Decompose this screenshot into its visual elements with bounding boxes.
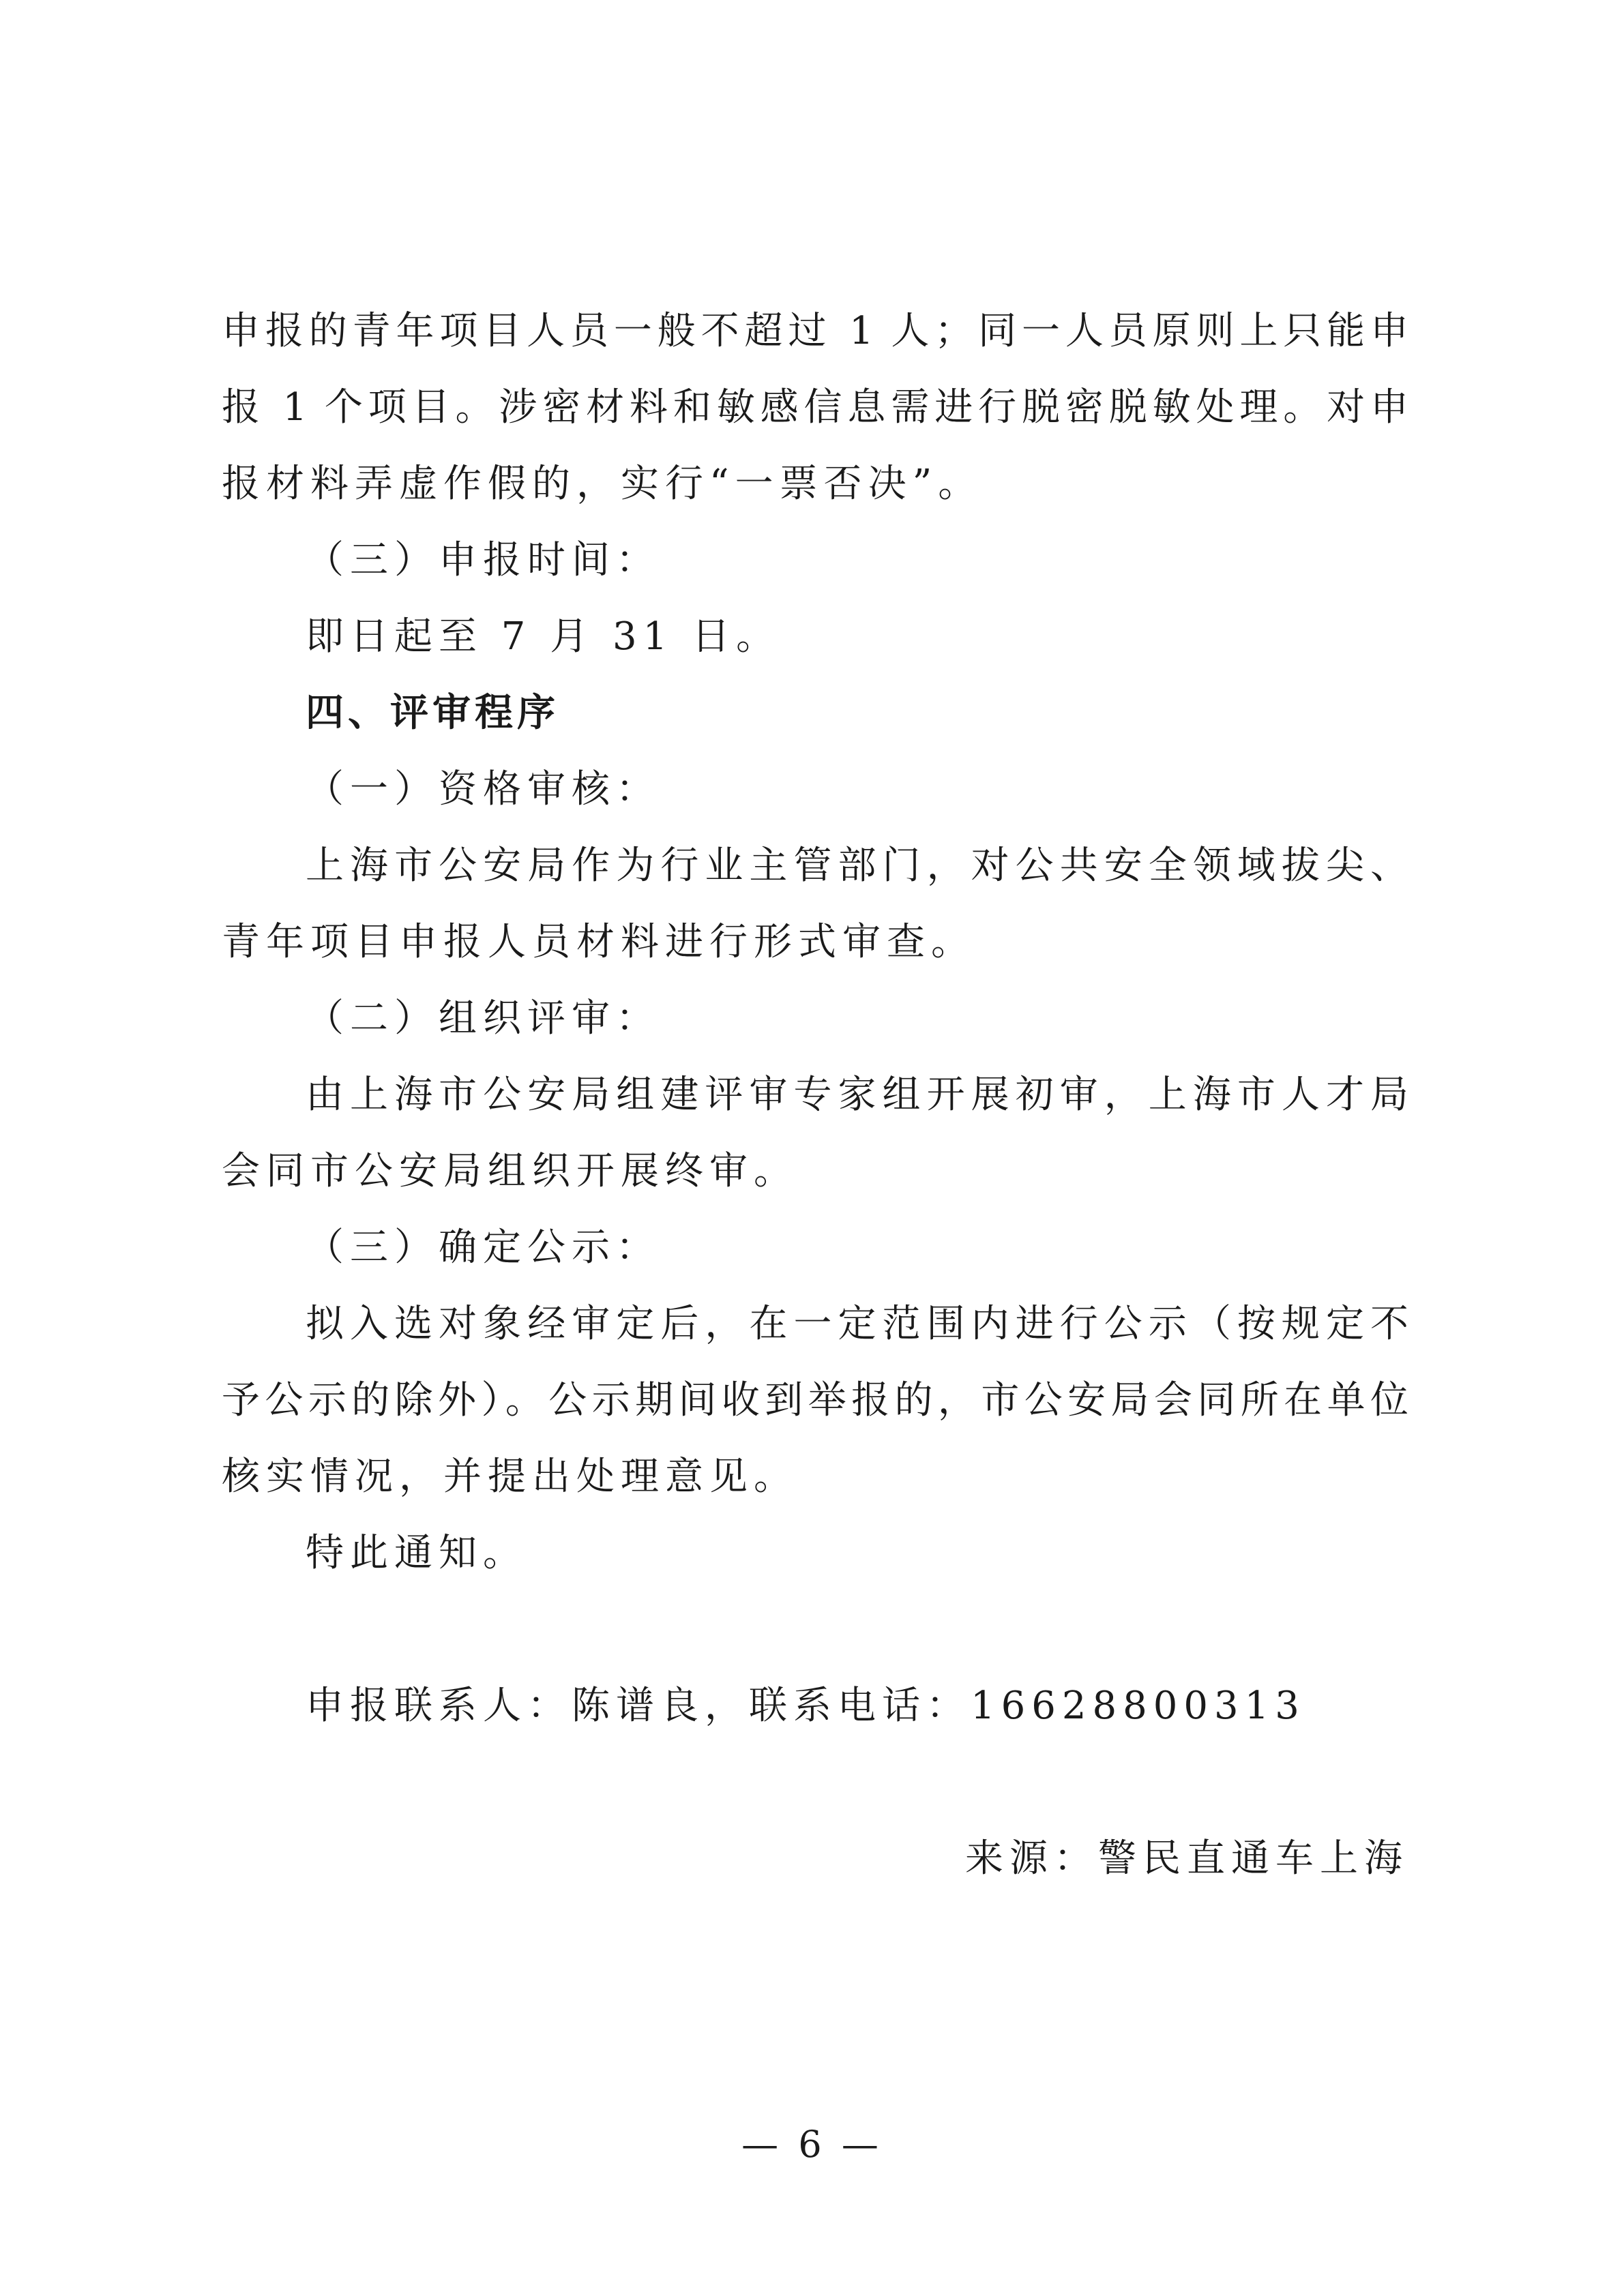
subsection-3-body-line-2: 予公示的除外）。公示期间收到举报的，市公安局会同所在单位 xyxy=(222,1378,1408,1422)
subsection-3-title: （三）确定公示： xyxy=(306,1225,660,1270)
subsection-2-title: （二）组织评审： xyxy=(306,996,660,1041)
subsection-3-body-line-1: 拟入选对象经审定后，在一定范围内进行公示（按规定不 xyxy=(306,1302,1408,1346)
page-number: — 6 — xyxy=(741,2123,883,2166)
contact-info: 申报联系人：陈谱良，联系电话：16628800313 xyxy=(306,1684,1305,1728)
section-3-1-body: 即日起至 7 月 31 日。 xyxy=(306,614,781,659)
subsection-1-body-line-2: 青年项目申报人员材料进行形式审查。 xyxy=(222,920,975,964)
section-3-1-title: （三）申报时间： xyxy=(306,538,660,582)
section-4-heading: 四、评审程序 xyxy=(306,691,559,735)
subsection-2-body-line-2: 会同市公安局组织开展终审。 xyxy=(222,1149,798,1193)
subsection-1-body-line-1: 上海市公安局作为行业主管部门，对公共安全领域拔尖、 xyxy=(306,844,1408,888)
subsection-2-body-line-1: 由上海市公安局组建评审专家组开展初审，上海市人才局 xyxy=(306,1073,1408,1117)
source-attribution: 来源：警民直通车上海 xyxy=(965,1836,1408,1881)
subsection-1-title: （一）资格审核： xyxy=(306,767,660,811)
paragraph-1-line-2: 报 1 个项目。涉密材料和敏感信息需进行脱密脱敏处理。对申 xyxy=(222,385,1408,430)
subsection-3-body-line-3: 核实情况，并提出处理意见。 xyxy=(222,1455,798,1499)
closing-text: 特此通知。 xyxy=(306,1531,527,1575)
paragraph-1-line-1: 申报的青年项目人员一般不超过 1 人；同一人员原则上只能申 xyxy=(222,309,1408,353)
paragraph-1-line-3: 报材料弄虚作假的，实行“一票否决”。 xyxy=(222,462,983,506)
